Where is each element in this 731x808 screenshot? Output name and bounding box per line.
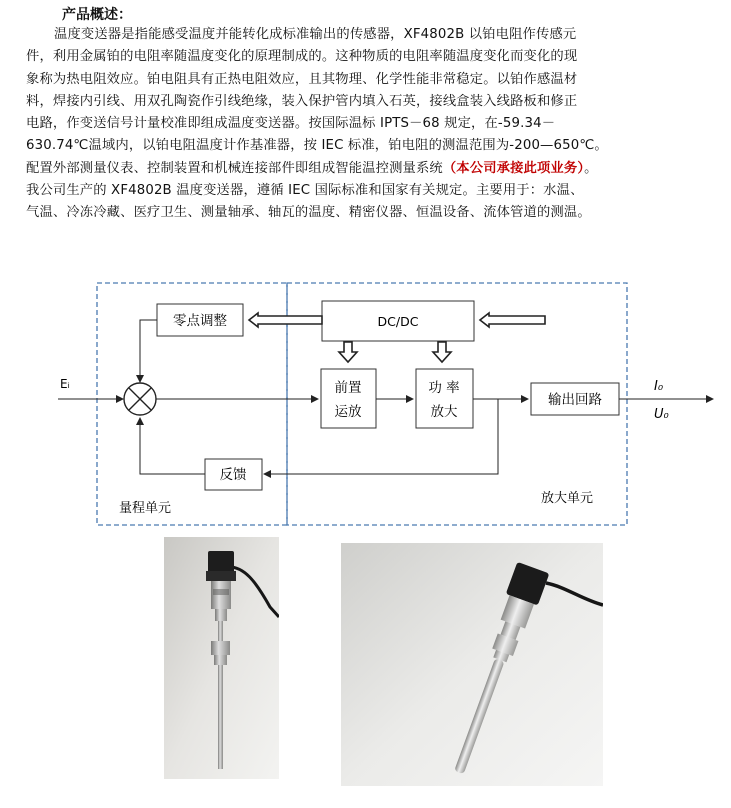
- preamp-label-1: 前置: [334, 380, 362, 396]
- block-diagram: [0, 275, 731, 535]
- paragraph-line: 电路，作变送信号计量校准即组成温度变送器。按国际温标 IPTS－68 规定，在-59.34－: [26, 116, 556, 132]
- range-unit-label: 量程单元: [119, 501, 172, 516]
- output-current-label: I₀: [654, 379, 664, 394]
- paragraph-line: 料，焊接内引线、用双孔陶瓷作引线绝缘，装入保护管内填入石英，接线盒装入线路板和修正: [26, 93, 578, 109]
- feedback-label: 反馈: [219, 467, 247, 483]
- paragraph-line: 象称为热电阻效应。铂电阻具有正热电阻效应，且其物理、化学性能非常稳定。以铂作感温材: [26, 71, 578, 87]
- zero-adjust-line: [140, 320, 157, 382]
- power-input-arrow: [480, 313, 545, 327]
- preamp-label-2: 运放: [334, 404, 362, 420]
- paragraph-line: 630.74℃温域内，以铂电阻温度计作基准器，按 IEC 标准，铂电阻的测温范围为-200—650℃。: [26, 138, 608, 154]
- paragraph-line-7: [26, 158, 716, 180]
- paragraph-text: 配置外部测量仪表、控制装置和机械连接部件即组成智能温控测量系统: [26, 160, 443, 176]
- product-photo-angle: [341, 543, 603, 786]
- power-amp-label-2: 放大: [430, 404, 458, 420]
- paragraph-line: 温度变送器是指能感受温度并能转化成标准输出的传感器，XF4802B 以铂电阻作传感元: [54, 27, 577, 42]
- power-arrow-to-power-amp: [433, 342, 451, 362]
- power-arrow-to-zero-adjust: [249, 313, 322, 327]
- output-voltage-label: U₀: [654, 407, 669, 422]
- product-photo-front: [164, 537, 279, 779]
- paragraph-line: 我公司生产的 XF4802B 温度变送器，遵循 IEC 国际标准和国家有关规定。主要用于：水温、: [26, 183, 584, 199]
- power-arrow-to-preamp: [339, 342, 357, 362]
- business-highlight: （本公司承接此项业务）: [442, 160, 585, 176]
- dcdc-label: DC/DC: [377, 314, 419, 329]
- paragraph-line: 气温、冷冻冷藏、医疗卫生、测量轴承、轴瓦的温度、精密仪器、恒温设备、流体管道的测温。: [26, 205, 591, 221]
- overview-paragraph: [26, 24, 716, 225]
- product-overview-heading: 产品概述：: [62, 7, 132, 23]
- paragraph-text: 。: [584, 160, 598, 176]
- input-signal-label: Eᵢ: [60, 377, 70, 391]
- output-loop-label: 输出回路: [548, 392, 602, 408]
- zero-adjust-label: 零点调整: [173, 313, 227, 329]
- paragraph-line: 件，利用金属铂的电阻率随温度变化的原理制成的。这种物质的电阻率随温度变化而变化的现: [26, 49, 578, 65]
- power-amp-label-1: 功 率: [428, 380, 460, 396]
- amp-unit-label: 放大单元: [541, 491, 594, 506]
- feedback-line-b: [140, 418, 205, 474]
